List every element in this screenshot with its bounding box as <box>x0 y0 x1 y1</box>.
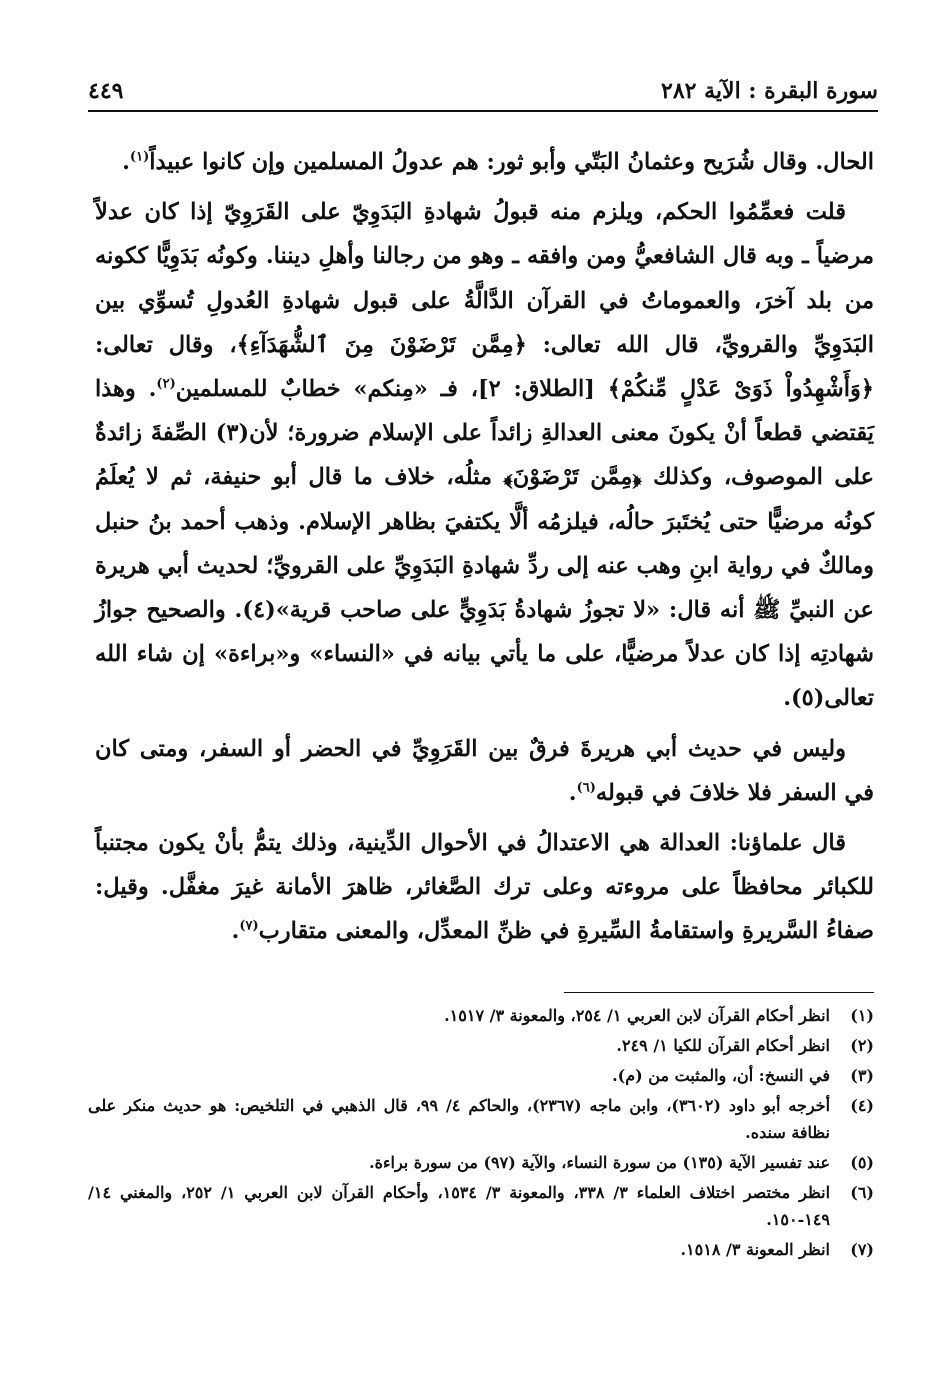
footnote <box>88 1062 874 1089</box>
paragraph: الحال. وقال شُرَيح وعثمانُ البَتّي وأبو ثور: هم عدولُ المسلمين وإن كانوا عبيداً$^{(١)}$. <box>122 149 874 175</box>
header-rule <box>88 110 878 112</box>
running-title: سورة البقرة : الآية ٢٨٢ <box>661 78 878 104</box>
footnote-ref: (١) <box>129 149 150 165</box>
footnote-number: (٣) <box>850 1066 874 1085</box>
footnote <box>88 1149 874 1176</box>
footnote-text: انظر مختصر اختلاف العلماء ٣/ ٣٣٨، والمعونة ٣/ ١٥٣٤، وأحكام القرآن لابن العربي ١/ ٢٥٢، والمغني ١٤/ ١٤٩-١٥٠. <box>88 1183 831 1229</box>
footnote-number: (٧) <box>850 1240 874 1259</box>
footnote-number: (١) <box>850 1006 874 1025</box>
page-number: ٤٤٩ <box>88 78 124 104</box>
footnote-ref: (٧) <box>239 918 259 934</box>
footnote-text: أخرجه أبو داود (٣٦٠٢)، وابن ماجه (٢٣٦٧)، والحاكم ٤/ ٩٩، قال الذهبي في التلخيص: هو حديث منكر على نظافة سنده. <box>88 1096 831 1142</box>
footnote-text: انظر المعونة ٣/ ١٥١٨. <box>680 1240 830 1259</box>
footnote-text: انظر أحكام القرآن للكيا ١/ ٢٤٩. <box>616 1036 830 1055</box>
footnote-text: انظر أحكام القرآن لابن العربي ١/ ٢٥٤، والمعونة ٣/ ١٥١٧. <box>444 1006 830 1025</box>
footnote-number: (٢) <box>850 1036 874 1055</box>
main-text <box>95 140 874 960</box>
footnote-text: في النسخ: أن، والمثبت من (م). <box>612 1066 830 1085</box>
paragraph: قال علماؤنا: العدالة هي الاعتدالُ في الأحوال الدِّينية، وذلك يتمُّ بأنْ يكون مجتنباً للكبائر محافظاً على مروءته وعلى ترك الصَّغائر، ظاهرَ الأمانة غيرَ مغفَّل. وقيل: صفاءُ السَّريرةِ واستقامةُ السِّيرةِ في ظنِّ المعدِّل، والمعنى متقارب$^{(٧)}$. <box>95 830 874 945</box>
footnote <box>88 1092 874 1146</box>
footnote <box>88 1002 874 1029</box>
footnote-ref: (٦) <box>576 780 596 796</box>
footnote-number: (٤) <box>850 1096 874 1115</box>
footnote-text: عند تفسير الآية (١٣٥) من سورة النساء، والآية (٩٧) من سورة براءة. <box>369 1153 830 1172</box>
footnote-number: (٦) <box>850 1183 874 1202</box>
footnote <box>88 1236 874 1263</box>
footnote <box>88 1179 874 1233</box>
footnotes <box>88 1002 874 1266</box>
footnote-rule <box>564 992 874 993</box>
page-header <box>88 64 878 104</box>
footnote-ref: (٢) <box>156 376 176 392</box>
footnote <box>88 1032 874 1059</box>
paragraph: وليس في حديث أبي هريرةَ فرقٌ بين القَرَوِيِّ في الحضر أو السفر، ومتى كان في السفر فلا خلافَ في قبوله$^{(٦)}$. <box>95 735 874 806</box>
footnote-number: (٥) <box>850 1153 874 1172</box>
paragraph: قلت فعمِّمُوا الحكم، ويلزم منه قبولُ شهادةِ البَدَوِيّ على القَرَوِيّ إذا كان عدلاً مرضياً ـ وبه قال الشافعيُّ ومن وافقه ـ وهو من رجالنا وأهلِ ديننا. وكونُه بَدَوِيًّا ككونه من بلد آخرَ، والعموماتُ في القرآن الدَّالَّةُ على قبول شهادةِ العُدولِ تُسوِّي بين البَدَوِيِّ والقرويِّ، قال الله تعالى: ﴿مِمَّن تَرْضَوْنَ مِنَ ٱلشُّهَدَآءِ﴾، وقال تعالى: ﴿وَأَشْهِدُواْ ذَوَىْ عَدْلٍ مِّنكُمْ﴾ [الطلاق: ٢]، فـ «مِنكم» خطابٌ للمسلمين$^{(٢)}$. وهذا يَقتضي قطعاً أنْ يكونَ معنى العدالةِ زائداً على الإسلام ضرورة؛ لأن(٣) الصِّفةَ زائدةٌ على الموصوف، وكذلك ﴿مِمَّن تَرْضَوْنَ﴾ مثلُه، خلاف ما قال أبو حنيفة، ثم لا يُعلَمُ كونُه مرضيًّا حتى يُختَبرَ حالُه، فيلزمُه ألَّا يكتفيَ بظاهر الإسلام. وذهب أحمد بنُ حنبل ومالكٌ في رواية ابنِ وهب عنه إلى ردِّ شهادةِ البَدَوِيِّ على القرويِّ؛ لحديث أبي هريرة عن النبيِّ ﷺ أنه قال: «لا تجوزُ شهادةُ بَدَوِيٍّ على صاحب قرية»(٤). والصحيح جوازُ شهادتِه إذا كان عدلاً مرضيًّا، على ما يأتي بيانه في «النساء» و«براءة» إن شاء الله تعالى(٥). <box>95 199 874 712</box>
